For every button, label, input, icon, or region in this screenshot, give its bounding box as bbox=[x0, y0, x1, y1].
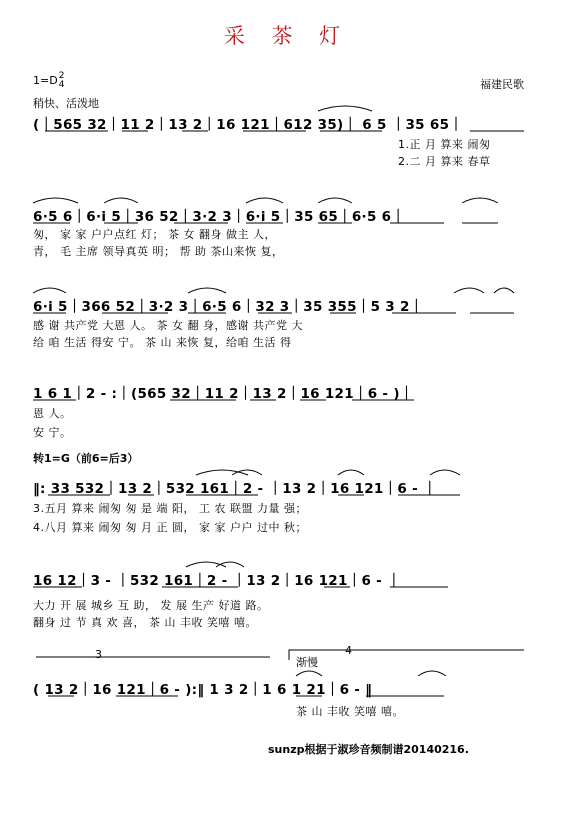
volta-2-number: 4 bbox=[345, 644, 352, 657]
lyric-line-4-verse-1: 恩 人。 bbox=[33, 407, 72, 420]
lyric-line-2-verse-2: 青， 毛 主席 领导真英 明； 帮 助 茶山来恢 复， bbox=[33, 245, 284, 258]
notation-line-4: 1 6 1｜2 - :｜(565 32｜11 2｜13 2｜16 121｜6 - )｜ bbox=[33, 386, 414, 402]
lyric-line-3-verse-2: 给 咱 生活 得安 宁。 茶 山 来恢 复，给咱 生活 得 bbox=[33, 336, 292, 349]
tempo-marking: 稍快、活泼地 bbox=[33, 97, 99, 110]
modulation-marking: 转1=G（前6=后3） bbox=[33, 452, 139, 465]
lyric-line-1-verse-2: 2.二 月 算来 春草 bbox=[398, 155, 491, 168]
slur-arcs bbox=[33, 106, 514, 676]
song-title: 采 茶 灯 bbox=[223, 24, 351, 48]
lyric-line-4-verse-2: 安 宁。 bbox=[33, 426, 72, 439]
volta-brackets bbox=[36, 650, 524, 660]
lyric-line-6-verse-3: 大力 开 展 城乡 互 助， 发 展 生产 好道 路。 bbox=[33, 599, 269, 612]
notation-line-2: 6·5 6｜6·i 5｜36 52｜3·2 3｜6·i 5｜35 65｜6·5 6｜ bbox=[33, 209, 406, 225]
notation-line-5: ‖: 33 532｜13 2｜532 161｜2 - ｜13 2｜16 121｜6 - ｜ bbox=[33, 481, 437, 497]
tempo-change-marking: 渐慢 bbox=[296, 656, 318, 669]
song-origin: 福建民歌 bbox=[480, 78, 524, 91]
notation-line-7: ( 13 2｜16 121｜6 - ):‖ 1 3 2｜1 6 1 21｜6 - ‖ bbox=[33, 682, 373, 698]
volta-2-line bbox=[289, 650, 524, 660]
notation-line-6: 16 12｜3 - ｜532 161｜2 - ｜13 2｜16 121｜6 - ｜ bbox=[33, 573, 401, 589]
lyric-line-6-verse-4: 翻身 过 节 真 欢 喜， 茶 山 丰收 笑嘻 嘻。 bbox=[33, 616, 257, 629]
key-label: 1=D bbox=[33, 74, 58, 87]
lyric-line-1-verse-1: 1.正 月 算来 闹匆 bbox=[398, 138, 491, 151]
notation-line-1: (｜565 32｜11 2｜13 2｜16 121｜612 35)｜ 6 5 ｜35 65｜ bbox=[33, 117, 464, 133]
time-signature: 2 4 bbox=[58, 71, 65, 90]
underline-beams bbox=[33, 131, 524, 696]
transcription-credit: sunzp根据于淑珍音频制谱20140216. bbox=[268, 743, 469, 756]
lyric-line-5-verse-4: 4.八月 算来 闹匆 匆 月 正 圆， 家 家 户户 过中 秋； bbox=[33, 521, 307, 534]
lyric-line-7: 茶 山 丰收 笑嘻 嘻。 bbox=[296, 705, 404, 718]
notation-line-3: 6·i 5｜366 52｜3·2 3｜6·5 6｜32 3｜35 355｜5 3 2｜ bbox=[33, 299, 424, 315]
volta-1-number: 3 bbox=[95, 648, 102, 661]
lyric-line-2-verse-1: 匆， 家 家 户户点红 灯； 茶 女 翻身 做主 人， bbox=[33, 228, 276, 241]
lyric-line-5-verse-3: 3.五月 算来 闹匆 匆 是 端 阳， 工 农 联盟 力量 强； bbox=[33, 502, 307, 515]
lyric-line-3-verse-1: 感 谢 共产党 大恩 人。 茶 女 翻 身，感谢 共产党 大 bbox=[33, 319, 303, 332]
